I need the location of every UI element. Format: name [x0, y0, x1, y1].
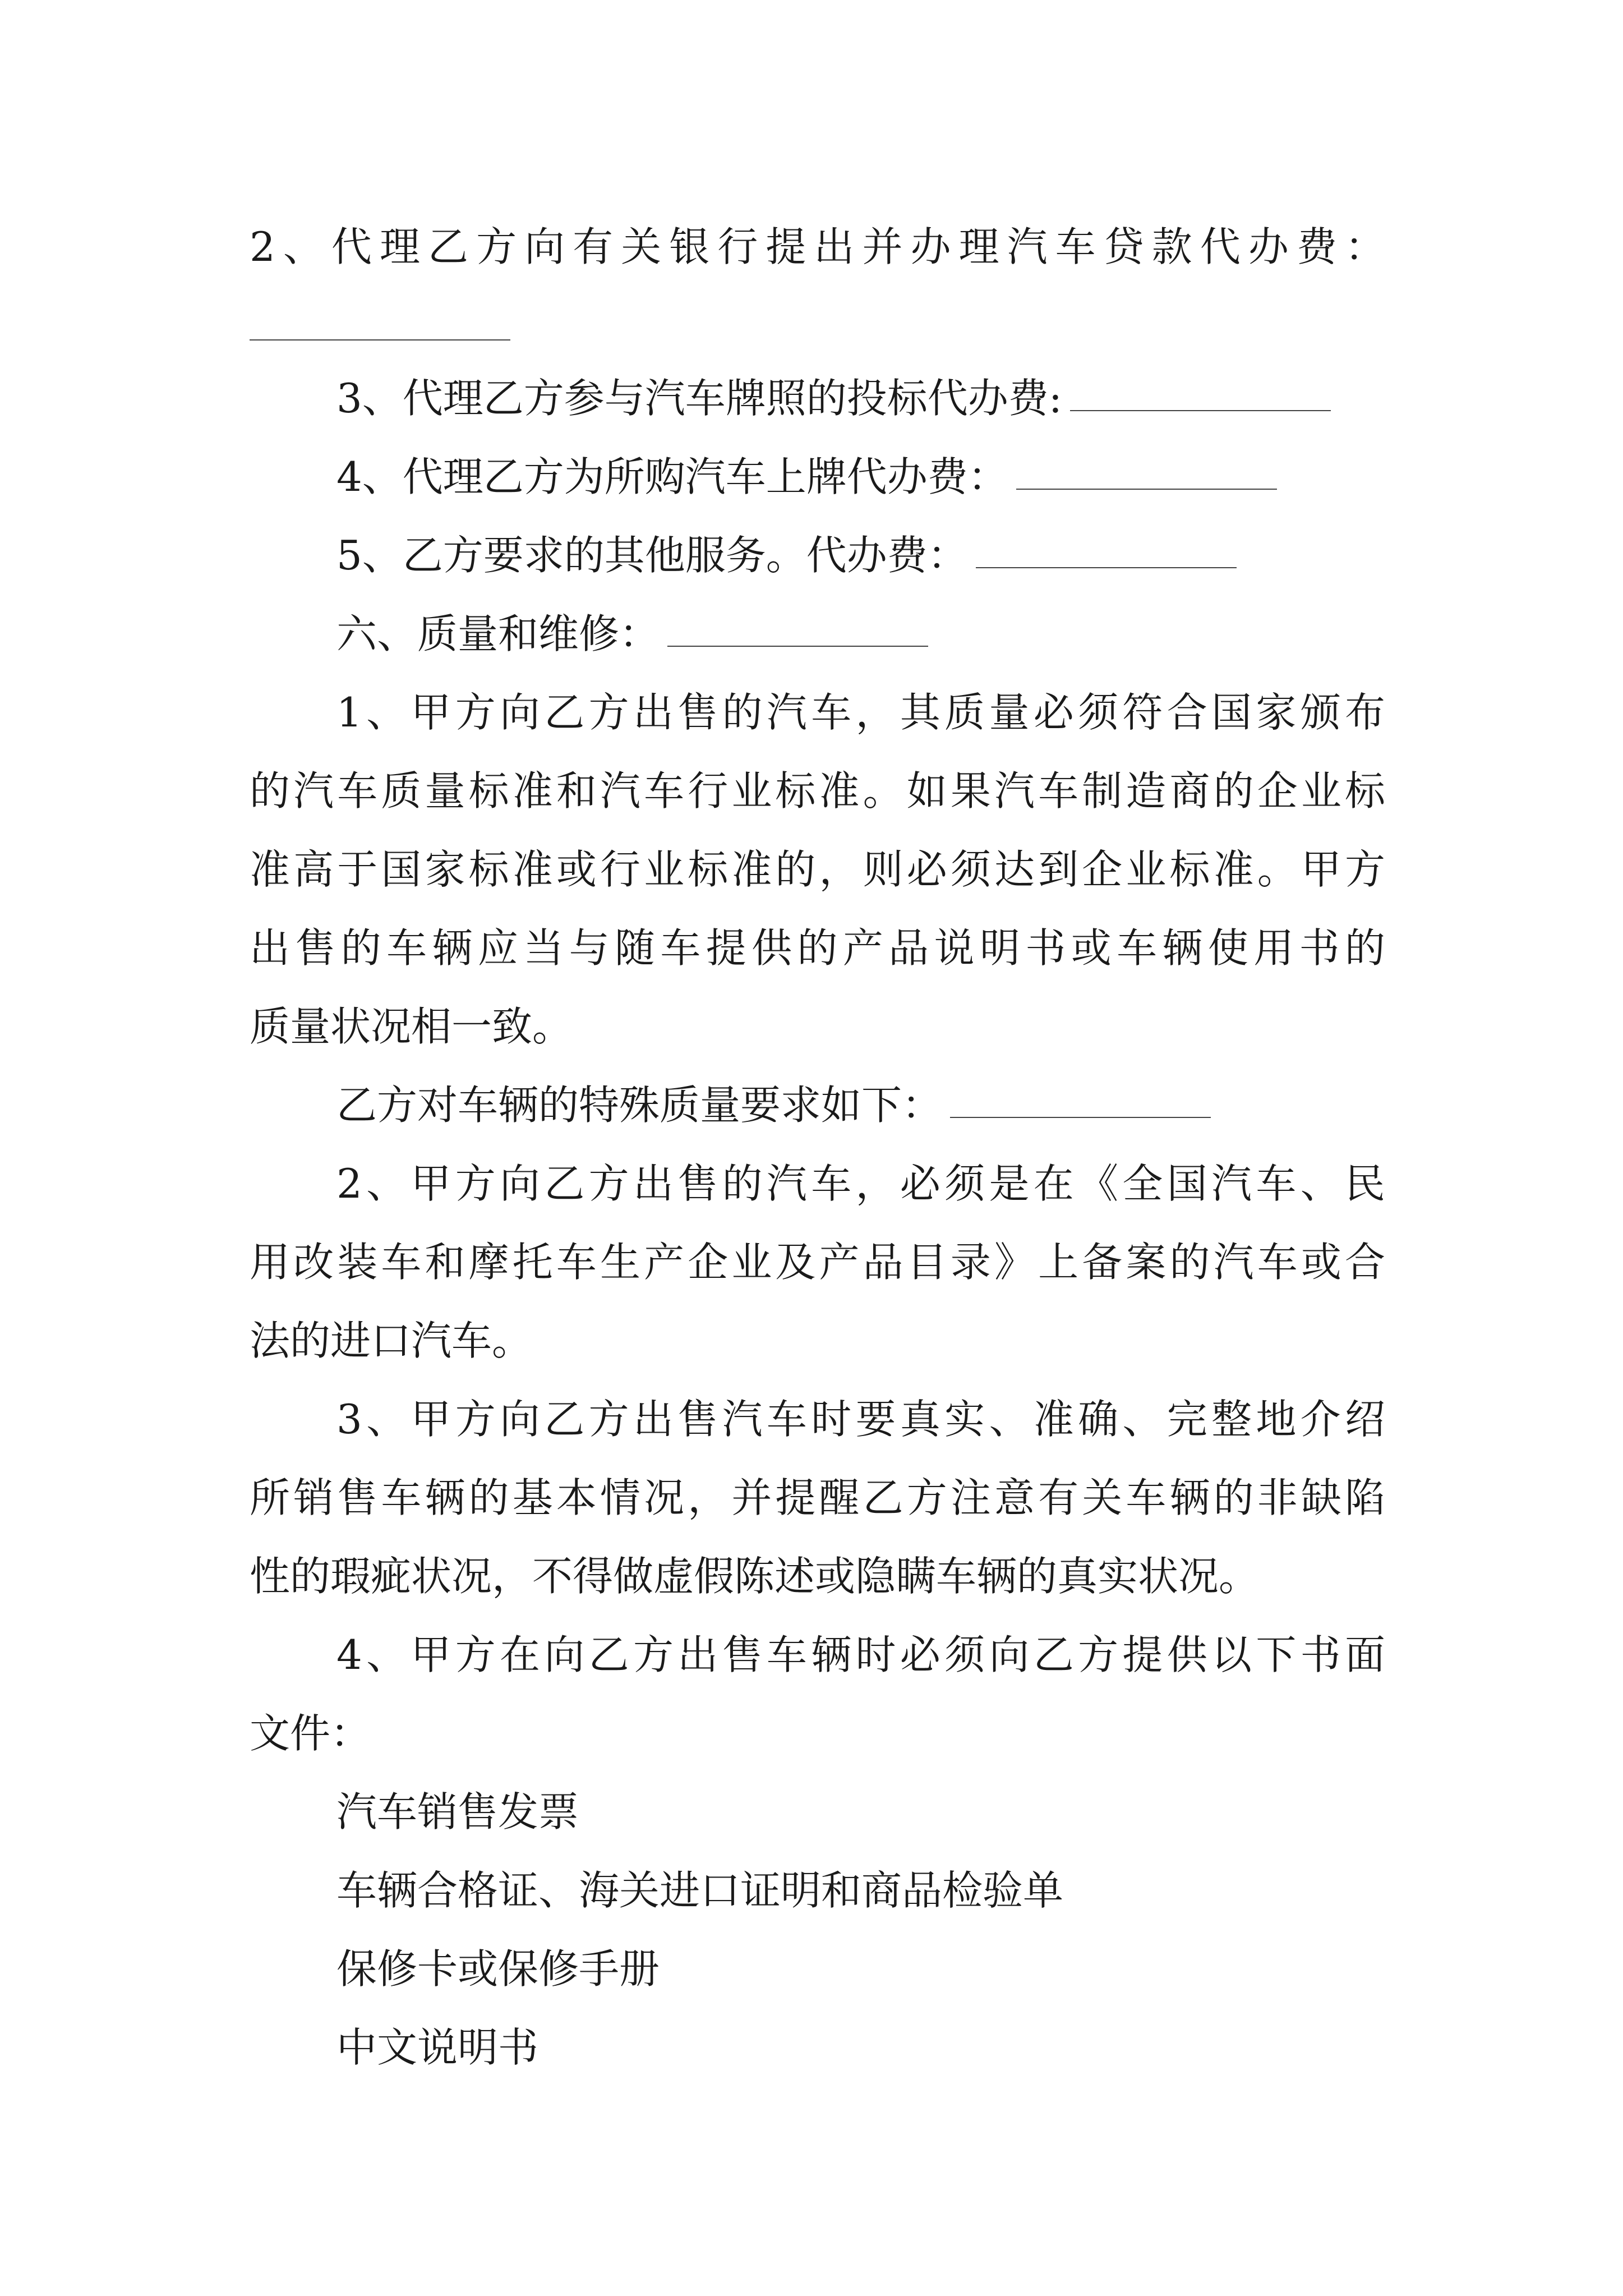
item-2-loan-fee: 2、代理乙方向有关银行提出并办理汽车贷款代办费： — [250, 223, 1385, 270]
special-requirements-text: 乙方对车辆的特殊质量要求如下： — [336, 1082, 943, 1129]
section-6-text: 六、质量和维修： — [336, 610, 660, 657]
document-item-invoice: 汽车销售发票 — [336, 1788, 579, 1835]
blank-line-other-services — [976, 567, 1237, 568]
document-item-certificates: 车辆合格证、海关进口证明和商品检验单 — [336, 1867, 1064, 1914]
item-5-other-services — [336, 522, 1237, 589]
blank-line-registration — [1016, 489, 1277, 490]
item-4-text: 4、代理乙方为所购汽车上牌代办费： — [336, 453, 1008, 500]
item-5-text: 5、乙方要求的其他服务。代办费： — [336, 532, 968, 579]
item-3-plate-bid-fee — [336, 365, 1331, 432]
para-2-line-2: 用改装车和摩托车生产企业及产品目录》上备案的汽车或合 — [250, 1239, 1385, 1286]
blank-line-loan-fee — [250, 339, 510, 341]
special-requirements — [336, 1071, 1211, 1139]
para-1-line-1: 1、甲方向乙方出售的汽车，其质量必须符合国家颁布 — [336, 689, 1385, 736]
para-2-line-1: 2、甲方向乙方出售的汽车，必须是在《全国汽车、民 — [336, 1160, 1385, 1207]
section-6-heading — [336, 600, 928, 668]
para-4-line-2: 文件： — [250, 1710, 371, 1757]
item-4-registration-fee — [336, 443, 1277, 510]
para-2-line-3: 法的进口汽车。 — [250, 1317, 533, 1364]
para-4-line-1: 4、甲方在向乙方出售车辆时必须向乙方提供以下书面 — [336, 1631, 1385, 1678]
para-1-line-3: 准高于国家标准或行业标准的，则必须达到企业标准。甲方 — [250, 846, 1385, 893]
blank-line-section-6 — [667, 646, 928, 647]
blank-line-plate-bid — [1070, 410, 1331, 411]
para-3-line-3: 性的瑕疵状况，不得做虚假陈述或隐瞒车辆的真实状况。 — [250, 1553, 1260, 1600]
document-item-manual: 中文说明书 — [336, 2024, 539, 2071]
item-3-text: 3、代理乙方参与汽车牌照的投标代办费: — [336, 375, 1063, 422]
para-1-line-2: 的汽车质量标准和汽车行业标准。如果汽车制造商的企业标 — [250, 767, 1385, 815]
para-3-line-1: 3、甲方向乙方出售汽车时要真实、准确、完整地介绍 — [336, 1396, 1385, 1443]
para-1-line-4: 出售的车辆应当与随车提供的产品说明书或车辆使用书的 — [250, 924, 1385, 972]
para-1-line-5: 质量状况相一致。 — [250, 1003, 573, 1050]
blank-line-special-requirements — [950, 1117, 1211, 1118]
document-item-warranty: 保修卡或保修手册 — [336, 1945, 660, 1993]
para-3-line-2: 所销售车辆的基本情况，并提醒乙方注意有关车辆的非缺陷 — [250, 1474, 1385, 1521]
